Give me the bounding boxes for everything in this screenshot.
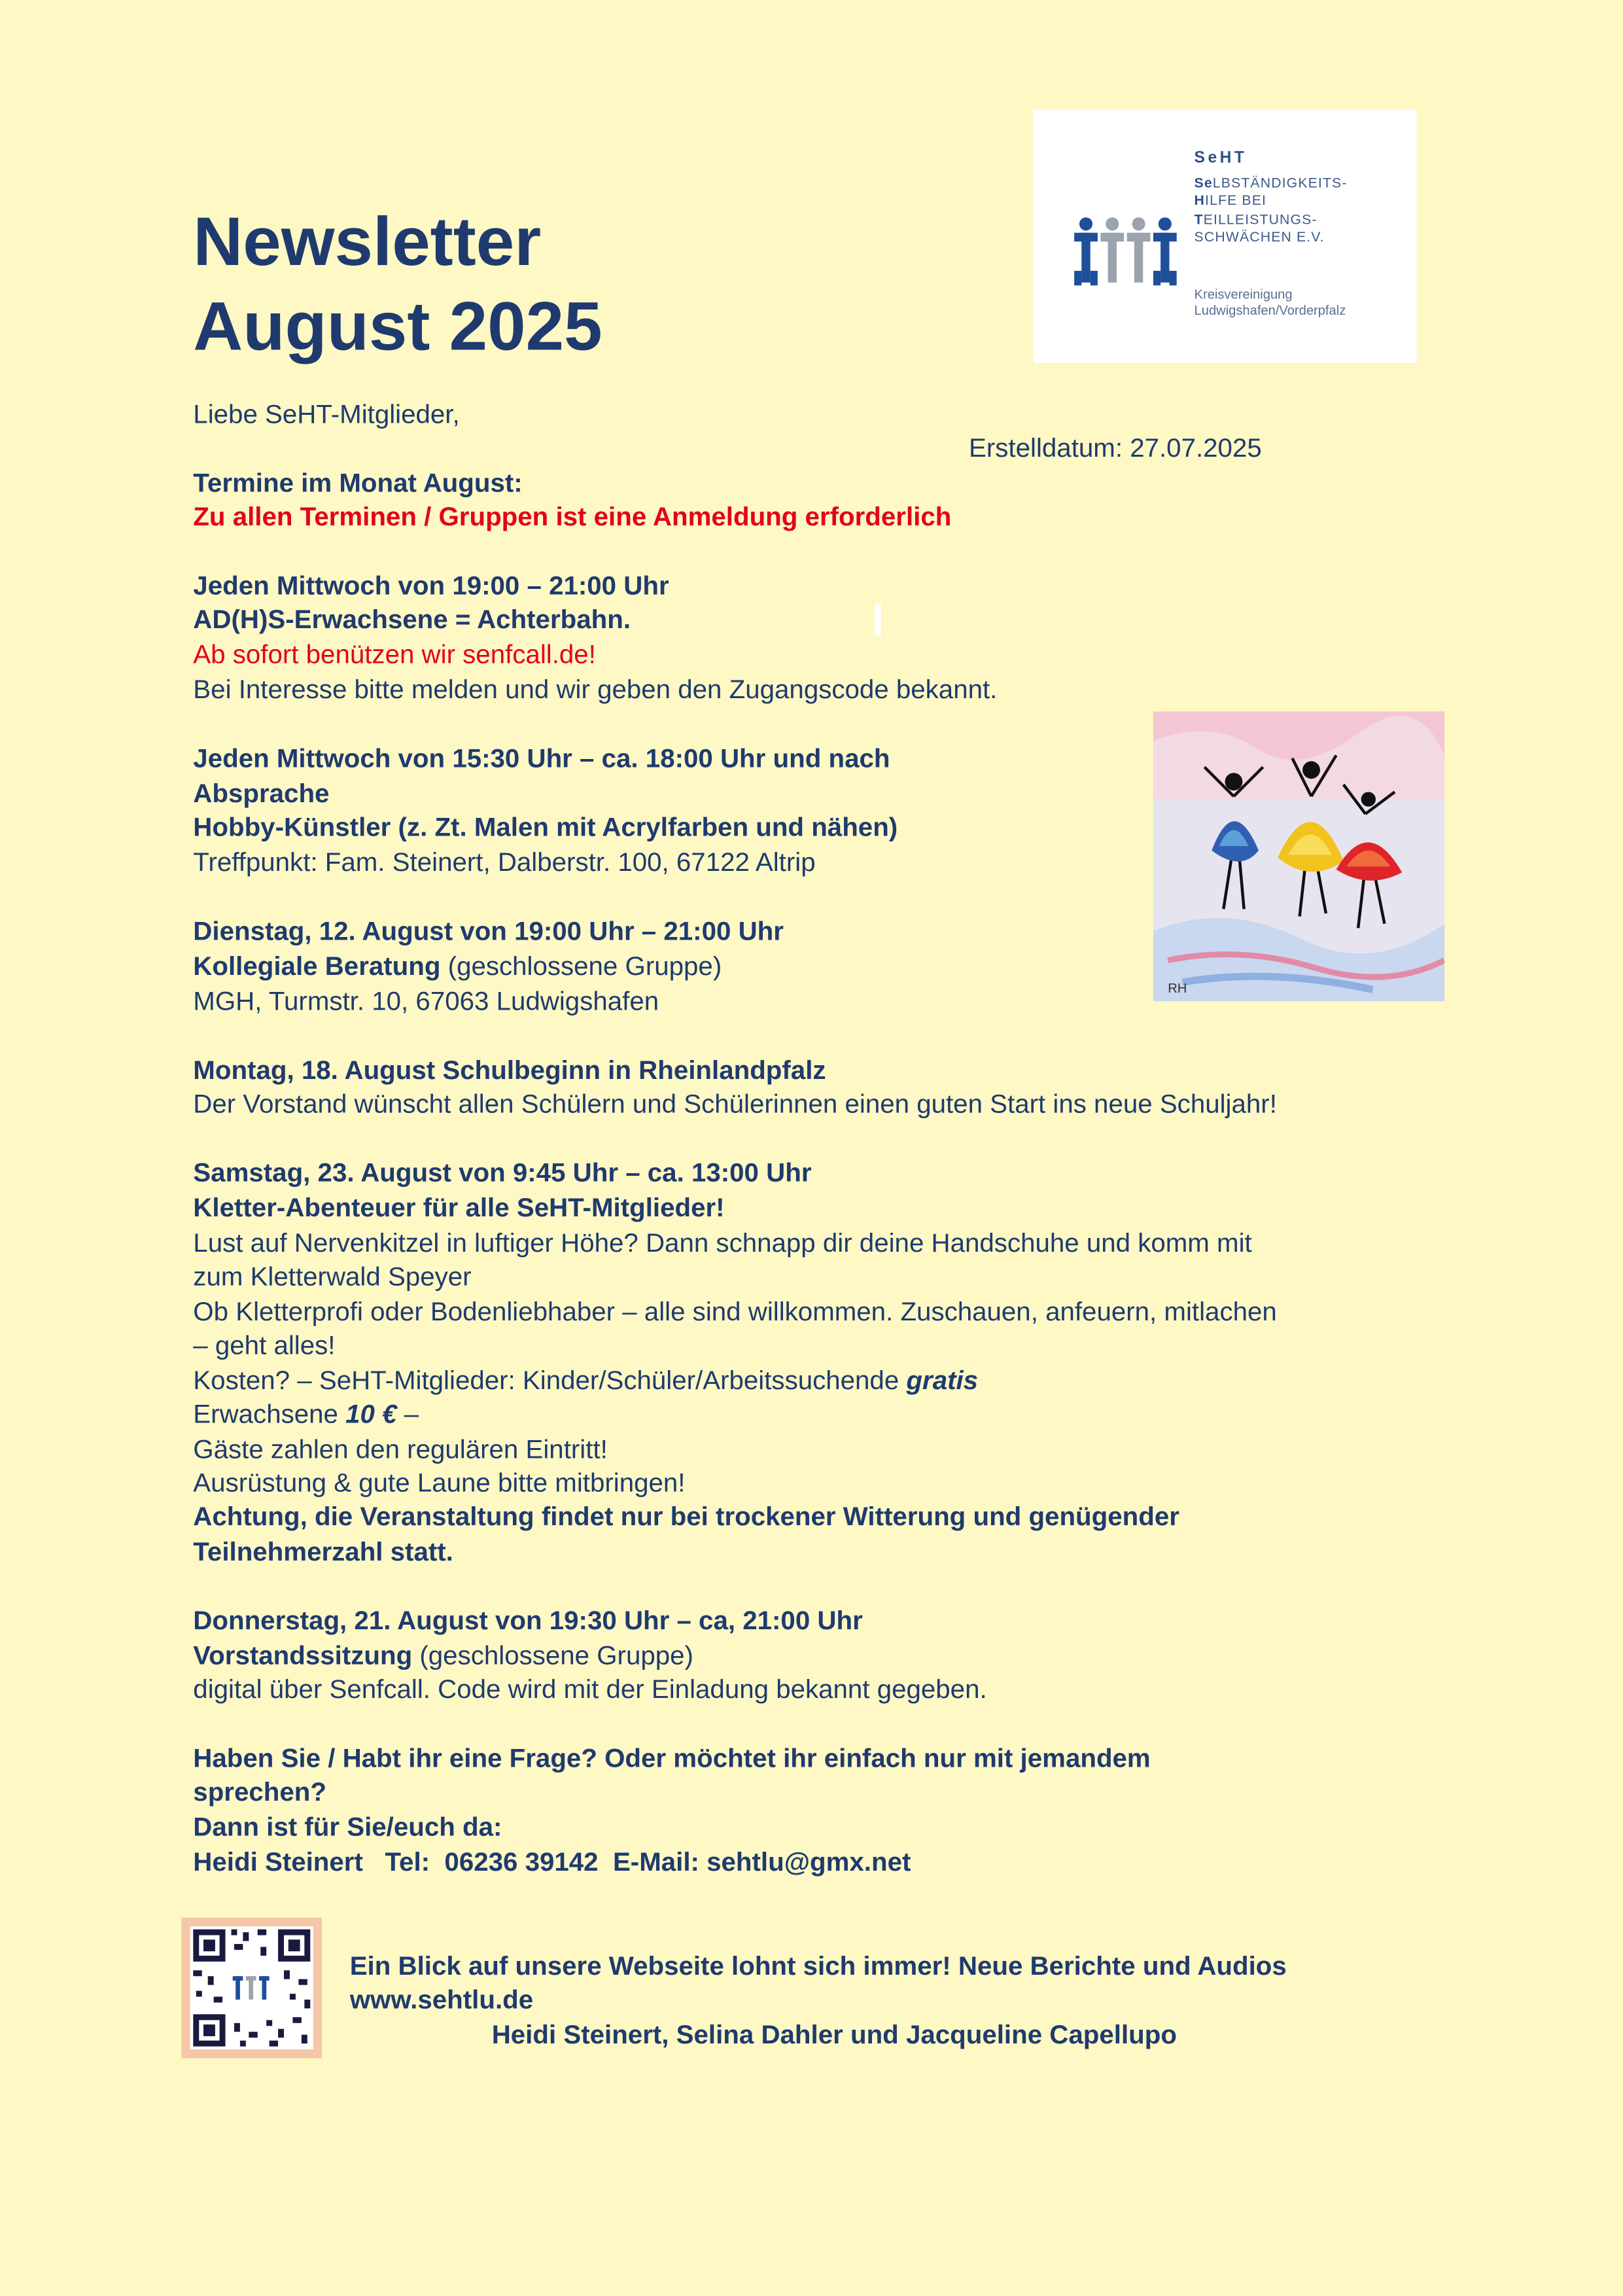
vorstand-title: Vorstandssitzung: [193, 1640, 413, 1670]
vorstand-when: Donnerstag, 21. August von 19:30 Uhr – ca, 21:00 Uhr: [193, 1606, 863, 1635]
klettern-cost: Kosten? – SeHT-Mitglieder: Kinder/Schüler/Arbeitssuchende gratis: [193, 1366, 979, 1396]
klettern-text-1: Lust auf Nervenkitzel in luftiger Höhe? Dann schnapp dir deine Handschuhe und komm mit: [193, 1228, 1252, 1258]
white-mark: [875, 603, 881, 635]
seht-people-logo-icon: [1072, 215, 1183, 300]
adhs-text: Bei Interesse bitte melden und wir geben den Zugangscode bekannt.: [193, 675, 998, 705]
beratung-title: Kollegiale Beratung: [193, 951, 441, 981]
website-promo: Ein Blick auf unsere Webseite lohnt sich immer! Neue Berichte und Audios: [349, 1951, 1287, 1981]
beratung-title-line: Kollegiale Beratung (geschlossene Gruppe): [193, 951, 722, 981]
logo-line4: SCHWÄCHEN E.V.: [1194, 230, 1325, 246]
website-link[interactable]: www.sehtlu.de: [349, 1985, 534, 2015]
adhs-title: AD(H)S-Erwachsene = Achterbahn.: [193, 604, 631, 634]
logo-line2: HILFE BEI: [1194, 193, 1267, 209]
adult-price: 10 €: [345, 1399, 397, 1429]
logo-text: [1195, 149, 1348, 248]
beratung-place: MGH, Turmstr. 10, 67063 Ludwigshafen: [193, 986, 659, 1016]
klettern-warning-1: Achtung, die Veranstaltung findet nur bei trockener Witterung und genügender: [193, 1502, 1179, 1532]
klettern-warning-2: Teilnehmerzahl statt.: [193, 1537, 453, 1566]
greeting: Liebe SeHT-Mitglieder,: [193, 399, 460, 429]
title-line1: Newsletter: [193, 202, 542, 280]
registration-notice: Zu allen Terminen / Gruppen ist eine Anmeldung erforderlich: [193, 502, 952, 532]
creation-date: Erstelldatum: 27.07.2025: [969, 433, 1262, 463]
beratung-when: Dienstag, 12. August von 19:00 Uhr – 21:00 Uhr: [193, 916, 784, 946]
vorstand-title-line: Vorstandssitzung (geschlossene Gruppe): [193, 1640, 693, 1670]
logo-line1: SeLBSTÄNDIGKEITS-: [1194, 175, 1348, 191]
hobby-when: Jeden Mittwoch von 15:30 Uhr – ca. 18:00 Uhr und nach: [193, 743, 890, 773]
klettern-title: Kletter-Abenteuer für alle SeHT-Mitglieder!: [193, 1193, 725, 1223]
contact-intro: Dann ist für Sie/euch da:: [193, 1812, 502, 1842]
logo-brand: SeHT: [1194, 149, 1248, 168]
section-heading: Termine im Monat August:: [193, 468, 523, 498]
newsletter-title: [193, 199, 602, 369]
klettern-text-4: – geht alles!: [193, 1330, 336, 1360]
hobby-place: Treffpunkt: Fam. Steinert, Dalberstr. 100, 67122 Altrip: [193, 847, 816, 877]
logo-subtitle: Kreisvereinigung Ludwigshafen/Vorderpfalz: [1194, 287, 1346, 318]
seht-logo: [1033, 110, 1416, 363]
signature-names: Heidi Steinert, Selina Dahler und Jacqueline Capellupo: [491, 2020, 1177, 2050]
contact-question-1: Haben Sie / Habt ihr eine Frage? Oder möchtet ihr einfach nur mit jemandem: [193, 1743, 1151, 1773]
adhs-when: Jeden Mittwoch von 19:00 – 21:00 Uhr: [193, 571, 669, 601]
klettern-when: Samstag, 23. August von 9:45 Uhr – ca. 13:00 Uhr: [193, 1157, 812, 1188]
qr-code-icon[interactable]: [181, 1918, 322, 2058]
adhs-note: Ab sofort benützen wir senfcall.de!: [193, 639, 596, 669]
klettern-guests: Gäste zahlen den regulären Eintritt!: [193, 1434, 608, 1464]
klettern-text-2: zum Kletterwald Speyer: [193, 1262, 472, 1292]
logo-line3: TEILLEISTUNGS-: [1194, 211, 1318, 228]
hobby-when-cont: Absprache: [193, 779, 330, 808]
contact-question-2: sprechen?: [193, 1776, 326, 1807]
free-label: gratis: [906, 1366, 979, 1396]
contact-details: Heidi Steinert Tel: 06236 39142 E-Mail: sehtlu@gmx.net: [193, 1847, 911, 1877]
painting-signature: RH: [1168, 981, 1187, 996]
klettern-text-3: Ob Kletterprofi oder Bodenliebhaber – alle sind willkommen. Zuschauen, anfeuern, mitlachen: [193, 1297, 1277, 1326]
dancers-painting-image: [1153, 711, 1444, 1001]
klettern-adult-price: Erwachsene 10 € –: [193, 1399, 419, 1429]
schule-title: Montag, 18. August Schulbeginn in Rheinlandpfalz: [193, 1055, 826, 1085]
klettern-gear: Ausrüstung & gute Laune bitte mitbringen!: [193, 1468, 686, 1498]
vorstand-text: digital über Senfcall. Code wird mit der Einladung bekannt gegeben.: [193, 1674, 987, 1704]
schule-text: Der Vorstand wünscht allen Schülern und Schülerinnen einen guten Start ins neue Schuljahr!: [193, 1089, 1277, 1119]
title-line2: August 2025: [193, 287, 602, 365]
hobby-title: Hobby-Künstler (z. Zt. Malen mit Acrylfarben und nähen): [193, 812, 898, 842]
